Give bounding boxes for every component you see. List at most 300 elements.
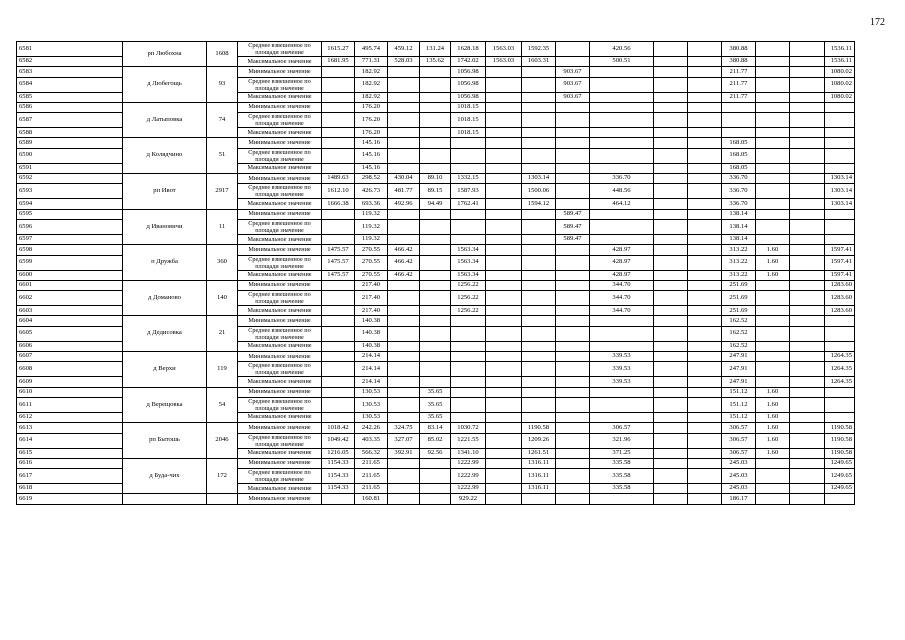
row-id-cell: 6600 (17, 270, 123, 280)
population-cell: 93 (207, 67, 238, 103)
value-cell (790, 92, 825, 102)
row-id-cell: 6601 (17, 280, 123, 290)
value-cell (790, 433, 825, 448)
value-cell (790, 352, 825, 362)
value-cell (722, 128, 756, 138)
value-cell: 151.12 (722, 412, 756, 422)
value-cell: 214.14 (355, 352, 388, 362)
value-cell (388, 306, 420, 316)
value-cell: 335.58 (590, 458, 654, 468)
table-row (17, 42, 855, 57)
value-cell: 138.14 (722, 209, 756, 219)
value-cell: 162.52 (722, 326, 756, 341)
value-type-cell: Минимальное значение (238, 458, 322, 468)
value-cell (688, 163, 722, 173)
value-cell (556, 291, 590, 306)
value-cell: 1.60 (756, 397, 790, 412)
value-cell: 242.26 (355, 423, 388, 433)
value-cell (322, 102, 355, 112)
value-cell: 589.47 (556, 234, 590, 244)
value-cell: 1264.35 (825, 377, 855, 387)
value-cell: 1681.95 (322, 57, 355, 67)
value-cell (556, 57, 590, 67)
value-cell (756, 209, 790, 219)
value-cell: 1154.33 (322, 458, 355, 468)
value-cell: 1256.22 (451, 306, 486, 316)
value-cell (451, 234, 486, 244)
row-id-cell: 6608 (17, 362, 123, 377)
value-cell (420, 219, 451, 234)
value-cell: 270.55 (355, 255, 388, 270)
value-cell: 35.65 (420, 412, 451, 422)
value-cell (756, 469, 790, 484)
value-cell (654, 469, 688, 484)
value-cell (756, 113, 790, 128)
value-cell (825, 494, 855, 504)
value-cell (756, 458, 790, 468)
value-type-cell: Минимальное значение (238, 423, 322, 433)
value-cell (388, 469, 420, 484)
value-cell: 1563.34 (451, 245, 486, 255)
value-cell (420, 341, 451, 351)
value-cell: 1762.41 (451, 199, 486, 209)
row-id-cell: 6592 (17, 174, 123, 184)
value-cell (654, 113, 688, 128)
value-cell (322, 234, 355, 244)
value-cell (486, 77, 522, 92)
value-cell (756, 57, 790, 67)
value-cell (790, 184, 825, 199)
value-cell (825, 148, 855, 163)
value-cell (590, 138, 654, 148)
row-id-cell: 6584 (17, 77, 123, 92)
value-type-cell: Среднее взвешенное по площади значение (238, 433, 322, 448)
value-cell (756, 316, 790, 326)
value-cell: 336.70 (722, 184, 756, 199)
value-cell (590, 209, 654, 219)
value-cell: 92.56 (420, 448, 451, 458)
value-cell (486, 270, 522, 280)
value-cell: 1316.11 (522, 484, 556, 494)
value-cell (654, 306, 688, 316)
value-cell (522, 113, 556, 128)
value-cell (756, 163, 790, 173)
value-cell (790, 326, 825, 341)
table-row (17, 458, 855, 468)
value-cell (322, 291, 355, 306)
value-cell (790, 423, 825, 433)
value-cell: 83.14 (420, 423, 451, 433)
value-cell: 430.04 (388, 174, 420, 184)
value-cell (825, 128, 855, 138)
value-cell (688, 458, 722, 468)
value-cell: 1056.98 (451, 77, 486, 92)
value-cell: 420.56 (590, 42, 654, 57)
population-cell: 2046 (207, 423, 238, 459)
value-cell (556, 494, 590, 504)
value-cell: 162.52 (722, 341, 756, 351)
population-cell: 2917 (207, 174, 238, 210)
value-cell (522, 128, 556, 138)
value-cell (790, 148, 825, 163)
row-id-cell: 6583 (17, 67, 123, 77)
population-cell: 51 (207, 138, 238, 174)
value-cell: 1190.58 (522, 423, 556, 433)
value-cell (451, 352, 486, 362)
value-cell (486, 174, 522, 184)
value-cell (322, 113, 355, 128)
value-cell: 1563.34 (451, 270, 486, 280)
value-cell: 1603.31 (522, 57, 556, 67)
value-cell: 1.60 (756, 270, 790, 280)
value-cell: 1283.60 (825, 280, 855, 290)
value-cell (756, 234, 790, 244)
value-cell: 448.56 (590, 184, 654, 199)
value-type-cell: Минимальное значение (238, 67, 322, 77)
row-id-cell: 6609 (17, 377, 123, 387)
value-cell: 251.69 (722, 291, 756, 306)
settlement-name-cell: д Любегощь (123, 67, 207, 103)
value-cell: 492.96 (388, 199, 420, 209)
value-cell: 380.88 (722, 42, 756, 57)
value-cell (556, 377, 590, 387)
value-cell (825, 163, 855, 173)
table-row (17, 245, 855, 255)
row-id-cell: 6582 (17, 57, 123, 67)
value-cell (420, 77, 451, 92)
value-cell: 466.42 (388, 270, 420, 280)
value-cell (522, 291, 556, 306)
value-cell (790, 255, 825, 270)
value-cell (654, 92, 688, 102)
value-cell (486, 148, 522, 163)
value-cell (790, 494, 825, 504)
value-cell (322, 494, 355, 504)
value-cell (688, 306, 722, 316)
value-cell (486, 316, 522, 326)
value-cell (790, 163, 825, 173)
value-cell (825, 209, 855, 219)
value-cell (556, 397, 590, 412)
value-cell (590, 387, 654, 397)
row-id-cell: 6607 (17, 352, 123, 362)
population-cell (207, 494, 238, 504)
value-cell: 298.52 (355, 174, 388, 184)
value-cell (322, 316, 355, 326)
value-cell: 1080.02 (825, 77, 855, 92)
value-cell: 1056.98 (451, 92, 486, 102)
value-cell (654, 270, 688, 280)
value-cell: 1536.11 (825, 42, 855, 57)
value-cell: 145.16 (355, 163, 388, 173)
value-cell: 251.69 (722, 280, 756, 290)
value-cell: 1475.57 (322, 255, 355, 270)
value-type-cell: Среднее взвешенное по площади значение (238, 184, 322, 199)
value-cell (790, 42, 825, 57)
value-cell (688, 362, 722, 377)
value-cell: 1316.11 (522, 458, 556, 468)
value-cell (825, 138, 855, 148)
value-cell: 35.65 (420, 397, 451, 412)
value-cell (486, 113, 522, 128)
value-cell (688, 448, 722, 458)
value-cell (790, 77, 825, 92)
table-row (17, 174, 855, 184)
value-cell (556, 433, 590, 448)
settlement-name-cell: д Верхи (123, 352, 207, 388)
value-cell (322, 77, 355, 92)
value-cell: 403.35 (355, 433, 388, 448)
row-id-cell: 6614 (17, 433, 123, 448)
value-cell (486, 92, 522, 102)
population-cell: 140 (207, 280, 238, 316)
value-cell (790, 484, 825, 494)
value-cell (420, 128, 451, 138)
value-cell: 160.81 (355, 494, 388, 504)
value-cell (556, 138, 590, 148)
value-cell (654, 184, 688, 199)
table-body (17, 42, 855, 505)
value-cell: 247.91 (722, 377, 756, 387)
value-cell: 1341.10 (451, 448, 486, 458)
value-cell (756, 174, 790, 184)
value-cell (556, 412, 590, 422)
value-cell: 1.60 (756, 245, 790, 255)
value-cell (486, 412, 522, 422)
value-cell: 693.36 (355, 199, 388, 209)
value-cell (688, 291, 722, 306)
value-cell (790, 57, 825, 67)
value-type-cell: Среднее взвешенное по площади значение (238, 42, 322, 57)
value-cell: 1615.27 (322, 42, 355, 57)
value-cell (322, 92, 355, 102)
value-cell (688, 270, 722, 280)
value-cell (688, 326, 722, 341)
value-cell: 1489.63 (322, 174, 355, 184)
value-cell: 306.57 (722, 433, 756, 448)
value-cell (556, 352, 590, 362)
value-cell (420, 352, 451, 362)
value-cell (756, 128, 790, 138)
value-cell (688, 184, 722, 199)
value-cell (322, 138, 355, 148)
value-cell (654, 433, 688, 448)
value-cell (654, 448, 688, 458)
value-cell (556, 174, 590, 184)
value-cell: 217.40 (355, 280, 388, 290)
row-id-cell: 6585 (17, 92, 123, 102)
value-cell (486, 306, 522, 316)
value-cell (756, 219, 790, 234)
value-type-cell: Среднее взвешенное по площади значение (238, 148, 322, 163)
value-cell (486, 209, 522, 219)
value-cell (790, 174, 825, 184)
value-cell: 176.20 (355, 102, 388, 112)
value-cell (654, 128, 688, 138)
value-cell (322, 397, 355, 412)
value-cell (388, 387, 420, 397)
value-cell (688, 42, 722, 57)
value-cell (556, 163, 590, 173)
value-cell (590, 128, 654, 138)
row-id-cell: 6596 (17, 219, 123, 234)
value-cell (486, 377, 522, 387)
row-id-cell: 6612 (17, 412, 123, 422)
value-cell (522, 341, 556, 351)
value-cell: 1018.15 (451, 102, 486, 112)
value-cell (451, 387, 486, 397)
value-cell: 1261.51 (522, 448, 556, 458)
value-cell (654, 458, 688, 468)
settlement-name-cell: п Дружба (123, 245, 207, 281)
value-cell: 151.12 (722, 387, 756, 397)
value-cell (322, 352, 355, 362)
value-cell: 1303.14 (825, 184, 855, 199)
value-cell (388, 92, 420, 102)
value-cell (388, 484, 420, 494)
value-cell: 1283.60 (825, 306, 855, 316)
value-cell (451, 316, 486, 326)
value-cell (486, 234, 522, 244)
value-cell: 1587.93 (451, 184, 486, 199)
value-cell (388, 77, 420, 92)
value-cell: 339.53 (590, 352, 654, 362)
value-cell (486, 138, 522, 148)
value-cell (654, 57, 688, 67)
table-row (17, 280, 855, 290)
settlement-name-cell: д Буда-чих (123, 458, 207, 494)
value-cell: 1249.65 (825, 458, 855, 468)
value-cell (451, 209, 486, 219)
value-cell: 211.77 (722, 77, 756, 92)
value-cell (654, 245, 688, 255)
value-cell (688, 219, 722, 234)
value-type-cell: Среднее взвешенное по площади значение (238, 326, 322, 341)
value-cell: 589.47 (556, 209, 590, 219)
value-cell (451, 138, 486, 148)
value-cell: 1475.57 (322, 245, 355, 255)
value-cell: 1563.34 (451, 255, 486, 270)
value-cell (790, 67, 825, 77)
value-cell (388, 128, 420, 138)
value-cell: 1597.41 (825, 245, 855, 255)
value-cell (486, 458, 522, 468)
value-cell (522, 102, 556, 112)
value-cell (688, 341, 722, 351)
value-cell: 1018.15 (451, 128, 486, 138)
value-cell: 140.38 (355, 341, 388, 351)
row-id-cell: 6587 (17, 113, 123, 128)
value-cell: 1080.02 (825, 67, 855, 77)
value-cell: 335.58 (590, 484, 654, 494)
value-cell: 371.25 (590, 448, 654, 458)
table-row (17, 209, 855, 219)
row-id-cell: 6611 (17, 397, 123, 412)
value-cell (688, 148, 722, 163)
value-cell (322, 387, 355, 397)
value-cell (790, 199, 825, 209)
value-cell (388, 316, 420, 326)
value-cell: 151.12 (722, 397, 756, 412)
value-cell (486, 128, 522, 138)
settlement-name-cell: рп Ивот (123, 174, 207, 210)
value-cell: 89.15 (420, 184, 451, 199)
value-cell: 245.03 (722, 484, 756, 494)
value-cell: 182.92 (355, 77, 388, 92)
value-cell (654, 397, 688, 412)
value-cell (420, 245, 451, 255)
value-cell (790, 280, 825, 290)
value-cell (420, 113, 451, 128)
value-cell: 89.10 (420, 174, 451, 184)
value-cell: 324.75 (388, 423, 420, 433)
value-cell (420, 209, 451, 219)
value-cell (756, 67, 790, 77)
value-cell (688, 255, 722, 270)
value-cell: 1500.06 (522, 184, 556, 199)
value-type-cell: Максимальное значение (238, 92, 322, 102)
value-cell (590, 92, 654, 102)
settlement-name-cell: д Колядчино (123, 138, 207, 174)
value-cell: 270.55 (355, 270, 388, 280)
value-cell (486, 163, 522, 173)
value-cell (756, 341, 790, 351)
value-cell (790, 377, 825, 387)
value-cell: 217.40 (355, 306, 388, 316)
value-cell (388, 494, 420, 504)
value-type-cell: Максимальное значение (238, 484, 322, 494)
value-cell (420, 484, 451, 494)
value-cell (388, 280, 420, 290)
value-cell (688, 316, 722, 326)
value-cell (756, 377, 790, 387)
value-cell (451, 412, 486, 422)
value-cell (590, 234, 654, 244)
value-type-cell: Максимальное значение (238, 306, 322, 316)
value-cell (388, 352, 420, 362)
value-cell (420, 67, 451, 77)
value-cell: 1018.42 (322, 423, 355, 433)
value-cell (590, 341, 654, 351)
value-cell (688, 397, 722, 412)
settlement-name-cell: д Латыповка (123, 102, 207, 138)
value-cell (556, 458, 590, 468)
value-cell (388, 326, 420, 341)
value-cell (590, 219, 654, 234)
value-cell (790, 234, 825, 244)
value-cell (654, 67, 688, 77)
value-cell (522, 138, 556, 148)
row-id-cell: 6586 (17, 102, 123, 112)
value-cell (790, 102, 825, 112)
value-cell (388, 397, 420, 412)
value-cell: 1154.33 (322, 484, 355, 494)
value-cell (654, 362, 688, 377)
value-cell: 1221.55 (451, 433, 486, 448)
value-cell (790, 458, 825, 468)
value-cell (688, 209, 722, 219)
value-cell: 929.22 (451, 494, 486, 504)
value-cell (322, 280, 355, 290)
value-cell: 1190.58 (825, 448, 855, 458)
value-cell (756, 138, 790, 148)
value-type-cell: Среднее взвешенное по площади значение (238, 397, 322, 412)
value-cell: 428.97 (590, 245, 654, 255)
value-cell (420, 102, 451, 112)
value-cell (522, 387, 556, 397)
value-cell: 140.38 (355, 326, 388, 341)
value-cell (556, 280, 590, 290)
